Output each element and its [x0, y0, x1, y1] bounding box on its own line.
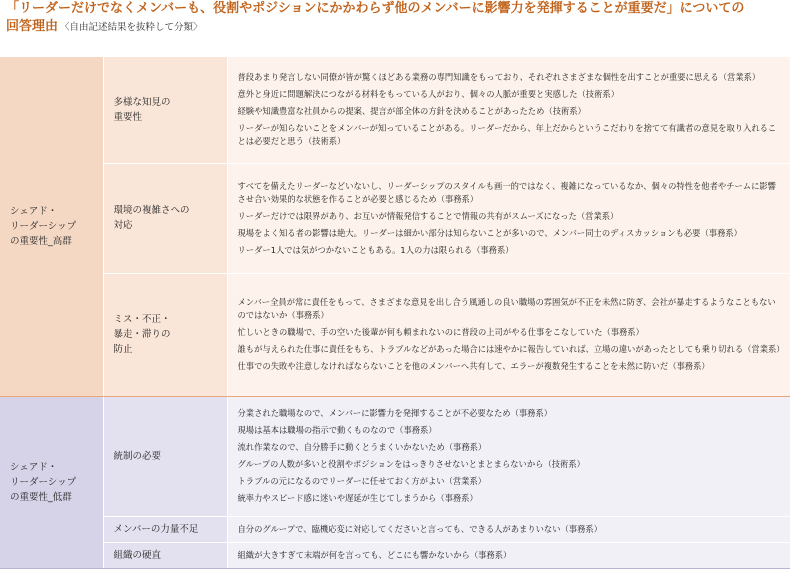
- title-block: [6, 0, 786, 37]
- reason-text: 流れ作業なので、自分勝手に動くとうまくいかないため（事務系）: [237, 442, 487, 452]
- reason-text: リーダー1人では気がつかないこともある。1人の力は限られる（事務系）: [237, 244, 514, 255]
- title-main: 回答理由: [6, 19, 59, 34]
- category-label: 多様な知見の 重要性: [103, 57, 227, 163]
- reason-text: 自分のグループで、臨機応変に対応してくださいと言っても、できる人があまりいない（事務系）: [237, 523, 602, 534]
- reason-text: 意外と身近に問題解決につながる材料をもっている人がおり、個々の人脈が重要と実感した（技術系）: [237, 89, 619, 100]
- group-label-high: シェアド・ リーダーシップ の重要性_高群: [0, 57, 103, 396]
- table-row: [0, 542, 790, 568]
- reason-text: メンバー全員が常に責任をもって、さまざまな意見を出し合う風通しの良い職場の雰囲気が不正を未然に防ぎ、会社が暴走するようなこともないのではないか（事務系）: [237, 297, 776, 320]
- table-row: [0, 516, 790, 542]
- reason-text: グループの人数が多いと役割やポジションをはっきりさせないとまとまらないから（技術系）: [237, 459, 585, 469]
- reason-text: 組織が大きすぎて末端が何を言っても、どこにも響かないから（事務系）: [237, 549, 512, 560]
- reasons-cell: [227, 516, 790, 542]
- reason-text: トラブルの元になるのでリーダーに任せておく方がよい（営業系）: [237, 476, 487, 486]
- reasons-cell: [227, 57, 790, 163]
- reason-text: 現場をよく知る者の影響は絶大。リーダーは細かい部分は知らないことが多いので、メンバー同士のディスカッションも必要（事務系）: [237, 227, 742, 238]
- reason-text: 統率力やスピード感に迷いや遅延が生じてしまうから（事務系）: [237, 493, 478, 503]
- table-row: [0, 273, 790, 396]
- reasons-cell: [227, 273, 790, 396]
- category-label: 環境の複雑さへの 対応: [103, 163, 227, 273]
- category-label: メンバーの力量不足: [103, 516, 227, 542]
- table-row: [0, 57, 790, 163]
- title-line-2: [6, 18, 786, 37]
- reason-text: 分業された職場なので、メンバーに影響力を発揮することが不必要なため（事務系）: [237, 408, 553, 418]
- title-subtitle: 〈自由記述結果を抜粋して分類〉: [60, 22, 203, 33]
- table-row: [0, 163, 790, 273]
- reasons-cell: [227, 163, 790, 273]
- reason-text: 誰もが与えられた仕事に責任をもち、トラブルなどがあった場合には速やかに報告していれば、立場の違いがあったとしても乗り切れる（営業系）: [237, 344, 785, 354]
- reasons-cell: [227, 542, 790, 568]
- reason-text: すべてを備えたリーダーなどいないし、リーダーシップのスタイルも画一的ではなく、複雑になっているなか、個々の特性を他者やチームに影響させ合い効果的な状態を作ることが必要と感じるため（事務系）: [237, 180, 776, 204]
- category-label: 組織の硬直: [103, 542, 227, 568]
- reason-text: リーダーが知らないことをメンバーが知っていることがある。リーダーだから、年上だからというこだわりを捨てて有識者の意見を取り入れることは必要だと思う（技術系）: [237, 123, 777, 147]
- category-label: 統制の必要: [103, 396, 227, 516]
- reason-text: リーダーだけでは限界があり、お互いが情報発信することで情報の共有がスムーズになった（営業系）: [237, 210, 619, 221]
- reason-text: 普段あまり発言しない同僚が皆が驚くほどある業務の専門知識をもっており、それぞれさまざまな個性を出すことが重要に思える（営業系）: [237, 72, 761, 83]
- title-line-1: 「リーダーだけでなくメンバーも、役割やポジションにかかわらず他のメンバーに影響力を発揮することが重要だ」についての: [6, 1, 745, 16]
- reasons-cell: [227, 396, 790, 516]
- reasons-table: [0, 57, 790, 569]
- reason-text: 現場は基本は職場の指示で動くものなので（事務系）: [237, 425, 437, 435]
- reason-text: 経験や知識豊富な社員からの提案、提言が部全体の方針を決めることがあったため（技術系）: [237, 106, 586, 117]
- category-label: ミス・不正・ 暴走・滞りの 防止: [103, 273, 227, 396]
- reason-text: 忙しいときの職場で、手の空いた後輩が何も頼まれないのに普段の上司がやる仕事をこなしていた（事務系）: [237, 327, 644, 337]
- reason-text: 仕事での失敗や注意しなければならないことを他のメンバーへ共有して、エラーが複数発生することを未然に防いだ（事務系）: [237, 361, 710, 371]
- table-row: [0, 396, 790, 516]
- group-label-low: シェアド・ リーダーシップ の重要性_低群: [0, 396, 103, 568]
